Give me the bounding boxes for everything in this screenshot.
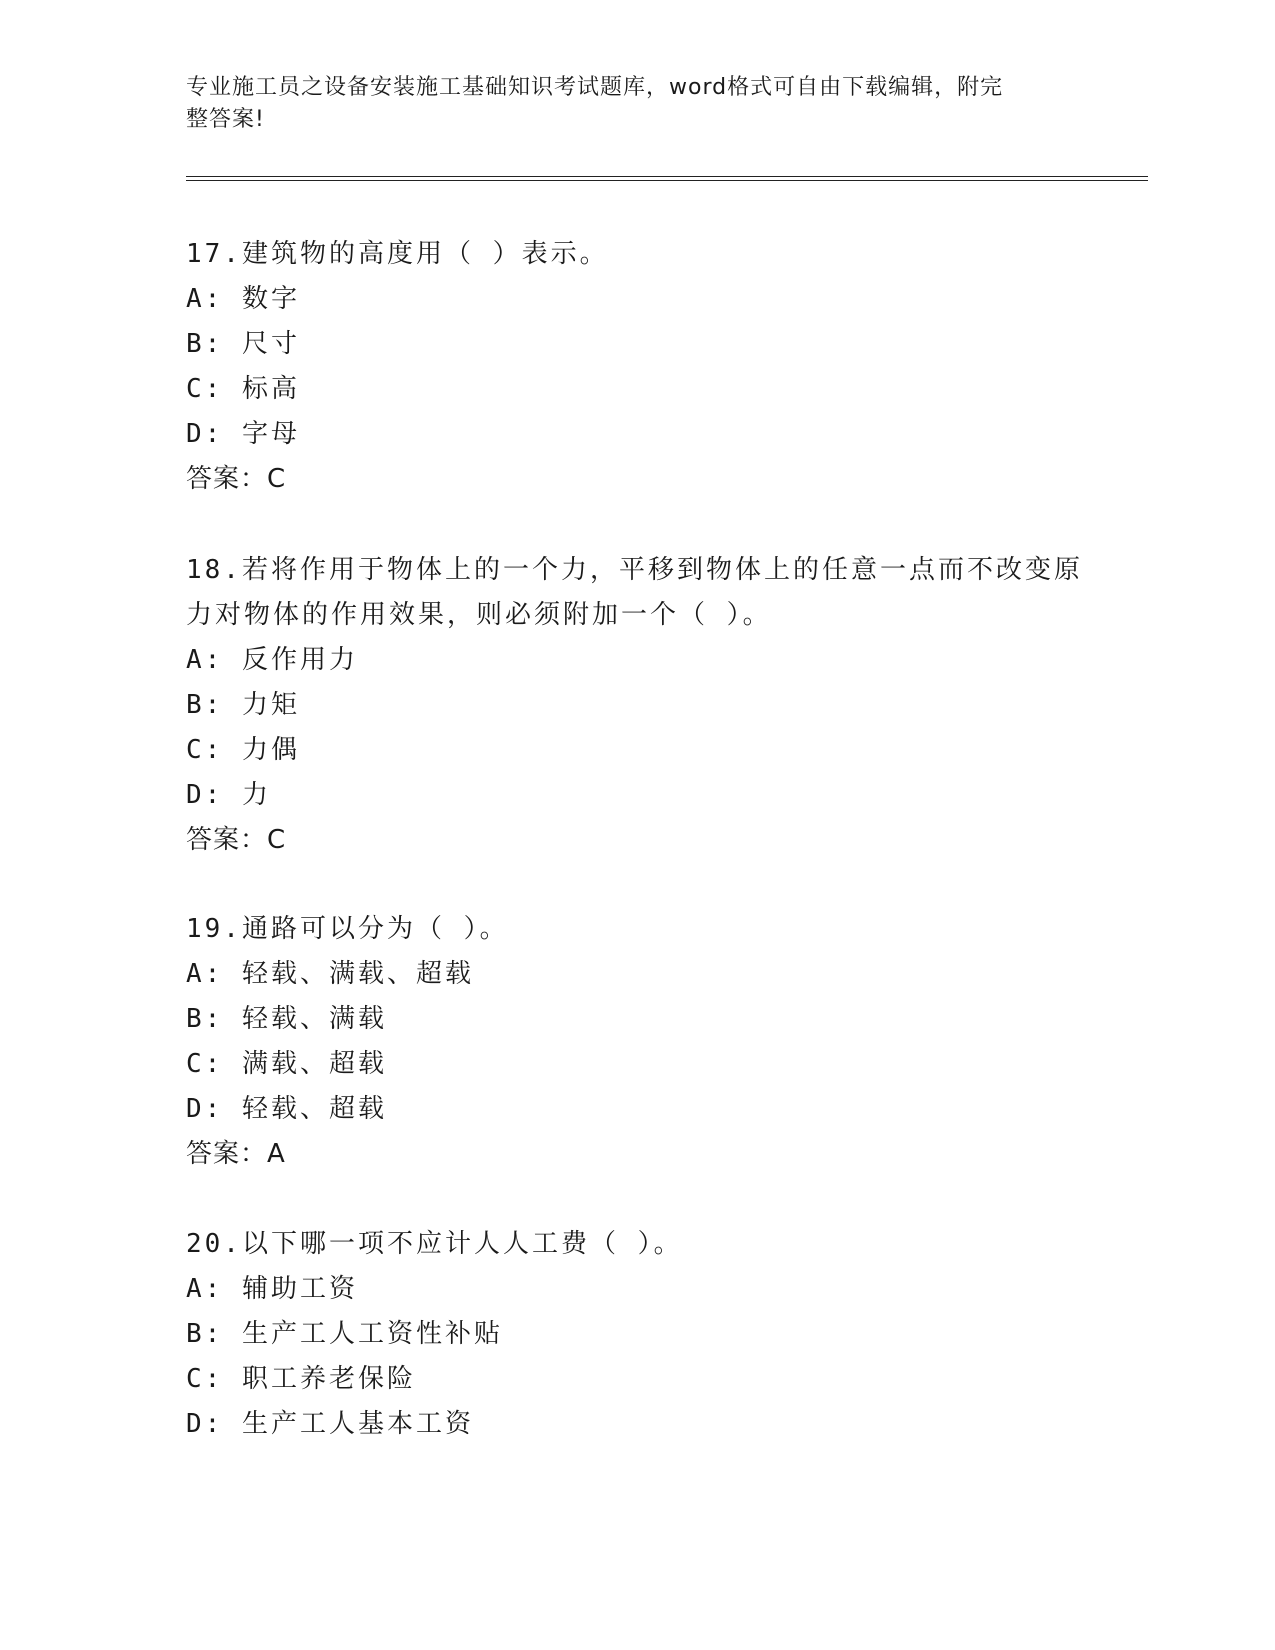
document-header [186, 72, 1066, 136]
question-title-continued: 力对物体的作用效果，则必须附加一个（ ）。 [186, 600, 772, 630]
option-b: B: 轻载、满载 [186, 1004, 387, 1034]
option-d: D: 字母 [186, 419, 300, 449]
question-20 [186, 1222, 1086, 1447]
option-d: D: 轻载、超载 [186, 1094, 387, 1124]
option-b: B: 尺寸 [186, 329, 300, 359]
question-title: 19.通路可以分为（ ）。 [186, 914, 509, 944]
question-18 [186, 548, 1086, 863]
option-a: A: 轻载、满载、超载 [186, 959, 474, 989]
option-d: D: 生产工人基本工资 [186, 1409, 474, 1439]
option-c: C: 职工养老保险 [186, 1364, 416, 1394]
option-d: D: 力 [186, 780, 271, 810]
answer: 答案：C [186, 464, 287, 494]
question-17 [186, 232, 1086, 502]
option-a: A: 反作用力 [186, 645, 358, 675]
header-line-1: 专业施工员之设备安装施工基础知识考试题库，word格式可自由下载编辑，附完 [186, 75, 1004, 100]
question-19 [186, 907, 1086, 1177]
question-title: 17.建筑物的高度用（ ）表示。 [186, 239, 609, 269]
answer: 答案：C [186, 825, 287, 855]
option-c: C: 满载、超载 [186, 1049, 387, 1079]
question-title: 20.以下哪一项不应计人人工费（ ）。 [186, 1229, 683, 1259]
header-line-2: 整答案! [186, 107, 265, 132]
option-b: B: 力矩 [186, 690, 300, 720]
option-c: C: 力偶 [186, 735, 300, 765]
option-a: A: 辅助工资 [186, 1274, 358, 1304]
answer: 答案：A [186, 1139, 286, 1169]
option-a: A: 数字 [186, 284, 300, 314]
header-divider [186, 176, 1148, 181]
question-title: 18.若将作用于物体上的一个力，平移到物体上的任意一点而不改变原 [186, 555, 1083, 585]
option-b: B: 生产工人工资性补贴 [186, 1319, 503, 1349]
option-c: C: 标高 [186, 374, 300, 404]
